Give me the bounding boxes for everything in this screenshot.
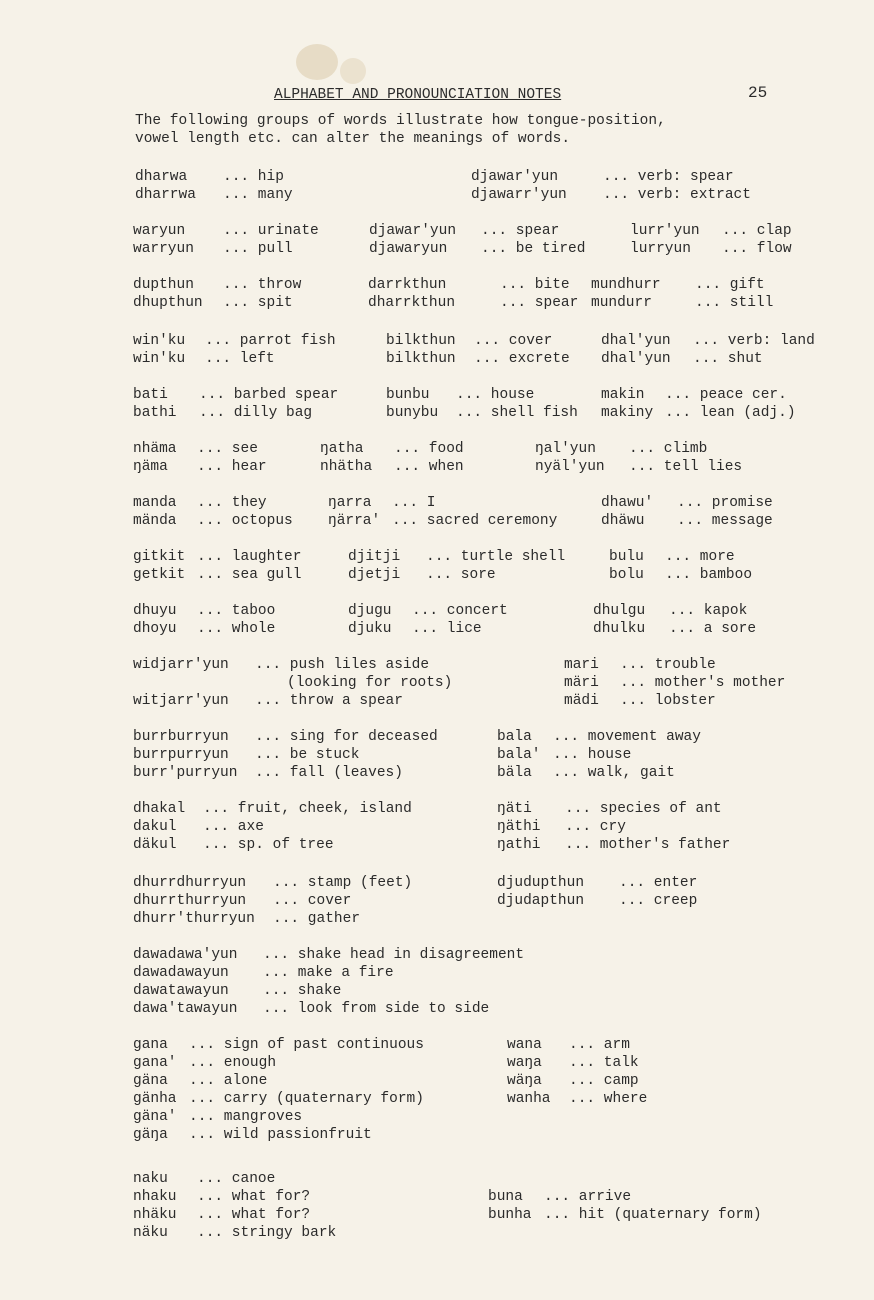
entry-word: djugu bbox=[348, 603, 392, 619]
entry-word: dhuyu bbox=[133, 603, 177, 619]
glossary-entry bbox=[368, 294, 578, 312]
entry-word: dharrwa bbox=[135, 187, 196, 203]
entry-word: djawar'yun bbox=[369, 223, 457, 239]
entry-meaning: ... left bbox=[205, 351, 275, 367]
entry-word: bunybu bbox=[386, 405, 439, 421]
entry-meaning: ... peace cer. bbox=[665, 387, 787, 403]
entry-word: widjarr'yun bbox=[133, 657, 229, 673]
entry-meaning: ... where bbox=[569, 1091, 648, 1107]
glossary-entry bbox=[133, 656, 429, 674]
intro-line: vowel length etc. can alter the meanings of words. bbox=[135, 131, 571, 147]
entry-word: wäŋa bbox=[507, 1073, 542, 1089]
entry-word: win'ku bbox=[133, 333, 186, 349]
entry-meaning: ... see bbox=[197, 441, 258, 457]
entry-word: däkul bbox=[133, 837, 177, 853]
entry-word: lurr'yun bbox=[630, 223, 700, 239]
entry-word: dhäwu bbox=[601, 513, 645, 529]
entry-meaning: ... walk, gait bbox=[553, 765, 675, 781]
glossary-entry bbox=[135, 168, 284, 186]
entry-word: ŋärra' bbox=[328, 513, 381, 529]
entry-meaning: ... mangroves bbox=[189, 1109, 303, 1125]
glossary-entry bbox=[386, 386, 534, 404]
entry-word: djetji bbox=[348, 567, 401, 583]
entry-word: dawadawayun bbox=[133, 965, 229, 981]
glossary-entry bbox=[133, 1036, 424, 1054]
entry-meaning: ... be stuck bbox=[255, 747, 360, 763]
entry-meaning: ... house bbox=[456, 387, 535, 403]
entry-meaning: ... arm bbox=[569, 1037, 630, 1053]
glossary-entry bbox=[564, 674, 785, 692]
glossary-entry bbox=[368, 276, 570, 294]
entry-word: bathi bbox=[133, 405, 177, 421]
intro-line: The following groups of words illustrate how tongue-position, bbox=[135, 113, 666, 129]
entry-word: nhätha bbox=[320, 459, 373, 475]
entry-meaning: ... arrive bbox=[544, 1189, 632, 1205]
entry-meaning: ... urinate bbox=[223, 223, 319, 239]
glossary-entry bbox=[507, 1036, 630, 1054]
entry-meaning: ... talk bbox=[569, 1055, 639, 1071]
entry-word: darrkthun bbox=[368, 277, 447, 293]
glossary-entry bbox=[507, 1090, 647, 1108]
glossary-entry bbox=[348, 602, 508, 620]
glossary-entry bbox=[507, 1054, 639, 1072]
entry-meaning: ... hear bbox=[197, 459, 267, 475]
glossary-entry bbox=[287, 674, 452, 692]
entry-word: bala bbox=[497, 729, 532, 745]
entry-meaning: ... alone bbox=[189, 1073, 268, 1089]
paper-stain bbox=[340, 58, 366, 84]
glossary-entry bbox=[133, 440, 258, 458]
entry-word: gäna bbox=[133, 1073, 168, 1089]
entry-meaning: ... a sore bbox=[669, 621, 757, 637]
entry-meaning: ... cover bbox=[474, 333, 553, 349]
entry-word: nhäma bbox=[133, 441, 177, 457]
entry-meaning: ... camp bbox=[569, 1073, 639, 1089]
entry-word: dhal'yun bbox=[601, 333, 671, 349]
glossary-entry bbox=[488, 1206, 762, 1224]
entry-word: djitji bbox=[348, 549, 401, 565]
glossary-entry bbox=[133, 1090, 424, 1108]
glossary-entry bbox=[133, 746, 359, 764]
entry-word: naku bbox=[133, 1171, 168, 1187]
entry-word: gana bbox=[133, 1037, 168, 1053]
entry-meaning: ... shut bbox=[693, 351, 763, 367]
glossary-entry bbox=[133, 892, 351, 910]
glossary-entry bbox=[386, 332, 552, 350]
glossary-entry bbox=[133, 458, 267, 476]
glossary-entry bbox=[601, 494, 773, 512]
entry-meaning: ... lice bbox=[412, 621, 482, 637]
entry-meaning: ... enough bbox=[189, 1055, 277, 1071]
glossary-entry bbox=[133, 910, 360, 928]
entry-meaning: ... cover bbox=[273, 893, 352, 909]
glossary-entry bbox=[133, 1054, 276, 1072]
glossary-entry bbox=[328, 494, 436, 512]
glossary-entry bbox=[133, 946, 524, 964]
entry-meaning: ... what for? bbox=[197, 1189, 311, 1205]
glossary-entry bbox=[535, 458, 742, 476]
entry-meaning: ... trouble bbox=[620, 657, 716, 673]
entry-meaning: ... verb: land bbox=[693, 333, 815, 349]
entry-meaning: ... octopus bbox=[197, 513, 293, 529]
entry-word: nhäku bbox=[133, 1207, 177, 1223]
entry-meaning: ... spit bbox=[223, 295, 293, 311]
entry-word: dawa'tawayun bbox=[133, 1001, 238, 1017]
entry-word: djawar'yun bbox=[471, 169, 559, 185]
glossary-entry bbox=[133, 1206, 310, 1224]
entry-word: dhulku bbox=[593, 621, 646, 637]
glossary-entry bbox=[133, 512, 293, 530]
entry-word: bilkthun bbox=[386, 351, 456, 367]
entry-meaning: ... shake bbox=[263, 983, 342, 999]
glossary-entry bbox=[601, 332, 815, 350]
entry-meaning: ... clap bbox=[722, 223, 792, 239]
glossary-entry bbox=[133, 1072, 267, 1090]
entry-meaning: ... spear bbox=[481, 223, 560, 239]
entry-meaning: (looking for roots) bbox=[287, 675, 453, 691]
entry-word: witjarr'yun bbox=[133, 693, 229, 709]
entry-meaning: ... be tired bbox=[481, 241, 586, 257]
glossary-entry bbox=[591, 294, 773, 312]
entry-meaning: ... throw bbox=[223, 277, 302, 293]
entry-meaning: ... bamboo bbox=[665, 567, 753, 583]
entry-word: ŋathi bbox=[497, 837, 541, 853]
glossary-entry bbox=[133, 222, 319, 240]
entry-word: win'ku bbox=[133, 351, 186, 367]
entry-meaning: ... verb: spear bbox=[603, 169, 734, 185]
glossary-entry bbox=[471, 168, 734, 186]
entry-meaning: ... movement away bbox=[553, 729, 701, 745]
glossary-entry bbox=[591, 276, 765, 294]
entry-meaning: ... species of ant bbox=[565, 801, 722, 817]
glossary-entry bbox=[386, 350, 570, 368]
entry-word: dhal'yun bbox=[601, 351, 671, 367]
entry-word: ŋarra bbox=[328, 495, 372, 511]
glossary-entry bbox=[133, 1188, 310, 1206]
entry-word: gitkit bbox=[133, 549, 186, 565]
glossary-entry bbox=[133, 1170, 275, 1188]
entry-word: mädi bbox=[564, 693, 599, 709]
entry-word: bolu bbox=[609, 567, 644, 583]
entry-meaning: ... flow bbox=[722, 241, 792, 257]
entry-meaning: ... bite bbox=[500, 277, 570, 293]
entry-meaning: ... sacred ceremony bbox=[392, 513, 558, 529]
glossary-entry bbox=[564, 656, 716, 674]
entry-word: mundurr bbox=[591, 295, 652, 311]
entry-word: dawadawa'yun bbox=[133, 947, 238, 963]
entry-meaning: ... promise bbox=[677, 495, 773, 511]
glossary-entry bbox=[133, 764, 403, 782]
glossary-entry bbox=[133, 874, 412, 892]
entry-word: wanha bbox=[507, 1091, 551, 1107]
glossary-entry bbox=[133, 620, 275, 638]
glossary-entry bbox=[593, 620, 756, 638]
entry-meaning: ... mother's father bbox=[565, 837, 731, 853]
entry-meaning: ... I bbox=[392, 495, 436, 511]
entry-word: gäna' bbox=[133, 1109, 177, 1125]
entry-word: dhulgu bbox=[593, 603, 646, 619]
glossary-entry bbox=[497, 892, 697, 910]
entry-word: burrpurryun bbox=[133, 747, 229, 763]
glossary-entry bbox=[507, 1072, 639, 1090]
glossary-entry bbox=[133, 294, 293, 312]
entry-word: dakul bbox=[133, 819, 177, 835]
glossary-entry bbox=[135, 186, 293, 204]
entry-word: makiny bbox=[601, 405, 654, 421]
entry-meaning: ... laughter bbox=[197, 549, 302, 565]
glossary-entry bbox=[488, 1188, 631, 1206]
glossary-entry bbox=[133, 692, 403, 710]
entry-word: burr'purryun bbox=[133, 765, 238, 781]
entry-meaning: ... sea gull bbox=[197, 567, 302, 583]
glossary-entry bbox=[471, 186, 751, 204]
entry-word: getkit bbox=[133, 567, 186, 583]
glossary-entry bbox=[497, 728, 701, 746]
glossary-entry bbox=[133, 1126, 372, 1144]
entry-word: gana' bbox=[133, 1055, 177, 1071]
glossary-entry bbox=[133, 982, 341, 1000]
glossary-entry bbox=[535, 440, 707, 458]
entry-word: gäŋa bbox=[133, 1127, 168, 1143]
entry-word: ŋal'yun bbox=[535, 441, 596, 457]
entry-meaning: ... climb bbox=[629, 441, 708, 457]
entry-meaning: ... pull bbox=[223, 241, 293, 257]
glossary-entry bbox=[133, 964, 394, 982]
entry-word: dupthun bbox=[133, 277, 194, 293]
entry-meaning: ... lobster bbox=[620, 693, 716, 709]
glossary-entry bbox=[630, 222, 792, 240]
entry-word: ŋäti bbox=[497, 801, 532, 817]
entry-word: waryun bbox=[133, 223, 186, 239]
entry-word: ŋäthi bbox=[497, 819, 541, 835]
entry-meaning: ... barbed spear bbox=[199, 387, 339, 403]
glossary-entry bbox=[497, 874, 697, 892]
entry-meaning: ... cry bbox=[565, 819, 626, 835]
glossary-entry bbox=[133, 1224, 336, 1242]
glossary-entry bbox=[497, 818, 626, 836]
entry-word: dhakal bbox=[133, 801, 186, 817]
entry-meaning: ... wild passionfruit bbox=[189, 1127, 372, 1143]
entry-meaning: ... what for? bbox=[197, 1207, 311, 1223]
entry-word: dhupthun bbox=[133, 295, 203, 311]
entry-meaning: ... parrot fish bbox=[205, 333, 336, 349]
entry-word: dhurr'thurryun bbox=[133, 911, 255, 927]
entry-meaning: ... fruit, cheek, island bbox=[203, 801, 412, 817]
glossary-entry bbox=[609, 566, 752, 584]
entry-word: näku bbox=[133, 1225, 168, 1241]
entry-meaning: ... creep bbox=[619, 893, 698, 909]
entry-word: ŋäma bbox=[133, 459, 168, 475]
glossary-entry bbox=[320, 440, 464, 458]
entry-word: burrburryun bbox=[133, 729, 229, 745]
entry-meaning: ... make a fire bbox=[263, 965, 394, 981]
entry-meaning: ... mother's mother bbox=[620, 675, 786, 691]
entry-word: warryun bbox=[133, 241, 194, 257]
entry-word: dhawu' bbox=[601, 495, 654, 511]
glossary-entry bbox=[320, 458, 464, 476]
entry-word: dharrkthun bbox=[368, 295, 456, 311]
glossary-entry bbox=[133, 818, 264, 836]
entry-meaning: ... sing for deceased bbox=[255, 729, 438, 745]
glossary-entry bbox=[630, 240, 792, 258]
entry-meaning: ... hip bbox=[223, 169, 284, 185]
entry-meaning: ... hit (quaternary form) bbox=[544, 1207, 762, 1223]
entry-meaning: ... house bbox=[553, 747, 632, 763]
glossary-entry bbox=[497, 836, 730, 854]
entry-word: djawarr'yun bbox=[471, 187, 567, 203]
glossary-entry bbox=[133, 276, 301, 294]
glossary-entry bbox=[133, 350, 275, 368]
entry-meaning: ... still bbox=[695, 295, 774, 311]
glossary-entry bbox=[348, 620, 482, 638]
entry-word: bati bbox=[133, 387, 168, 403]
entry-word: djudupthun bbox=[497, 875, 585, 891]
entry-meaning: ... sp. of tree bbox=[203, 837, 334, 853]
entry-word: bäla bbox=[497, 765, 532, 781]
entry-meaning: ... message bbox=[677, 513, 773, 529]
entry-word: mända bbox=[133, 513, 177, 529]
glossary-entry bbox=[133, 548, 301, 566]
entry-meaning: ... throw a spear bbox=[255, 693, 403, 709]
glossary-entry bbox=[497, 800, 722, 818]
entry-word: mari bbox=[564, 657, 599, 673]
glossary-entry bbox=[133, 602, 275, 620]
entry-word: bilkthun bbox=[386, 333, 456, 349]
glossary-entry bbox=[601, 512, 773, 530]
glossary-entry bbox=[601, 404, 796, 422]
entry-meaning: ... dilly bag bbox=[199, 405, 313, 421]
entry-meaning: ... look from side to side bbox=[263, 1001, 490, 1017]
entry-meaning: ... carry (quaternary form) bbox=[189, 1091, 424, 1107]
entry-meaning: ... gather bbox=[273, 911, 361, 927]
glossary-entry bbox=[133, 332, 336, 350]
entry-meaning: ... more bbox=[665, 549, 735, 565]
glossary-entry bbox=[133, 1108, 302, 1126]
paper-stain bbox=[296, 44, 338, 80]
glossary-entry bbox=[369, 222, 559, 240]
entry-word: dhurrdhurryun bbox=[133, 875, 247, 891]
glossary-entry bbox=[386, 404, 578, 422]
entry-meaning: ... push liles aside bbox=[255, 657, 430, 673]
entry-word: waŋa bbox=[507, 1055, 542, 1071]
glossary-entry bbox=[133, 800, 412, 818]
entry-word: dhoyu bbox=[133, 621, 177, 637]
entry-meaning: ... verb: extract bbox=[603, 187, 751, 203]
glossary-entry bbox=[133, 728, 438, 746]
entry-word: wana bbox=[507, 1037, 542, 1053]
entry-meaning: ... axe bbox=[203, 819, 264, 835]
entry-meaning: ... many bbox=[223, 187, 293, 203]
entry-meaning: ... shake head in disagreement bbox=[263, 947, 525, 963]
entry-word: dhurrthurryun bbox=[133, 893, 247, 909]
entry-meaning: ... spear bbox=[500, 295, 579, 311]
glossary-entry bbox=[593, 602, 747, 620]
entry-meaning: ... they bbox=[197, 495, 267, 511]
entry-meaning: ... stringy bark bbox=[197, 1225, 337, 1241]
entry-meaning: ... stamp (feet) bbox=[273, 875, 413, 891]
entry-meaning: ... lean (adj.) bbox=[665, 405, 796, 421]
glossary-entry bbox=[564, 692, 716, 710]
glossary-entry bbox=[348, 566, 496, 584]
entry-meaning: ... shell fish bbox=[456, 405, 578, 421]
glossary-entry bbox=[601, 386, 787, 404]
glossary-entry bbox=[133, 1000, 489, 1018]
entry-meaning: ... when bbox=[394, 459, 464, 475]
entry-meaning: ... kapok bbox=[669, 603, 748, 619]
entry-word: makin bbox=[601, 387, 645, 403]
glossary-entry bbox=[133, 494, 267, 512]
glossary-entry bbox=[609, 548, 735, 566]
entry-word: mundhurr bbox=[591, 277, 661, 293]
entry-word: djudapthun bbox=[497, 893, 585, 909]
glossary-entry bbox=[497, 746, 631, 764]
entry-word: bala' bbox=[497, 747, 541, 763]
glossary-entry bbox=[133, 836, 334, 854]
entry-word: manda bbox=[133, 495, 177, 511]
entry-word: nhaku bbox=[133, 1189, 177, 1205]
glossary-entry bbox=[133, 240, 293, 258]
entry-word: djuku bbox=[348, 621, 392, 637]
entry-word: dharwa bbox=[135, 169, 188, 185]
entry-meaning: ... taboo bbox=[197, 603, 276, 619]
entry-meaning: ... sign of past continuous bbox=[189, 1037, 424, 1053]
entry-word: gänha bbox=[133, 1091, 177, 1107]
glossary-entry bbox=[133, 386, 338, 404]
glossary-entry bbox=[133, 404, 312, 422]
entry-meaning: ... tell lies bbox=[629, 459, 743, 475]
entry-word: djawaryun bbox=[369, 241, 448, 257]
page-title: ALPHABET AND PRONOUNCIATION NOTES bbox=[274, 87, 562, 103]
entry-meaning: ... enter bbox=[619, 875, 698, 891]
entry-word: buna bbox=[488, 1189, 523, 1205]
entry-meaning: ... whole bbox=[197, 621, 276, 637]
entry-meaning: ... concert bbox=[412, 603, 508, 619]
entry-word: bunbu bbox=[386, 387, 430, 403]
entry-meaning: ... canoe bbox=[197, 1171, 276, 1187]
entry-word: dawatawayun bbox=[133, 983, 229, 999]
glossary-entry bbox=[328, 512, 557, 530]
entry-meaning: ... excrete bbox=[474, 351, 570, 367]
glossary-entry bbox=[497, 764, 675, 782]
entry-meaning: ... sore bbox=[426, 567, 496, 583]
glossary-entry bbox=[601, 350, 763, 368]
glossary-entry bbox=[348, 548, 565, 566]
entry-word: nyäl'yun bbox=[535, 459, 605, 475]
entry-word: lurryun bbox=[630, 241, 691, 257]
glossary-entry bbox=[133, 566, 301, 584]
entry-meaning: ... gift bbox=[695, 277, 765, 293]
entry-meaning: ... fall (leaves) bbox=[255, 765, 403, 781]
entry-word: märi bbox=[564, 675, 599, 691]
glossary-entry bbox=[369, 240, 585, 258]
entry-meaning: ... food bbox=[394, 441, 464, 457]
intro-paragraph bbox=[135, 112, 755, 148]
entry-meaning: ... turtle shell bbox=[426, 549, 566, 565]
entry-word: bulu bbox=[609, 549, 644, 565]
entry-word: bunha bbox=[488, 1207, 532, 1223]
entry-word: ŋatha bbox=[320, 441, 364, 457]
page-number: 25 bbox=[748, 84, 768, 102]
